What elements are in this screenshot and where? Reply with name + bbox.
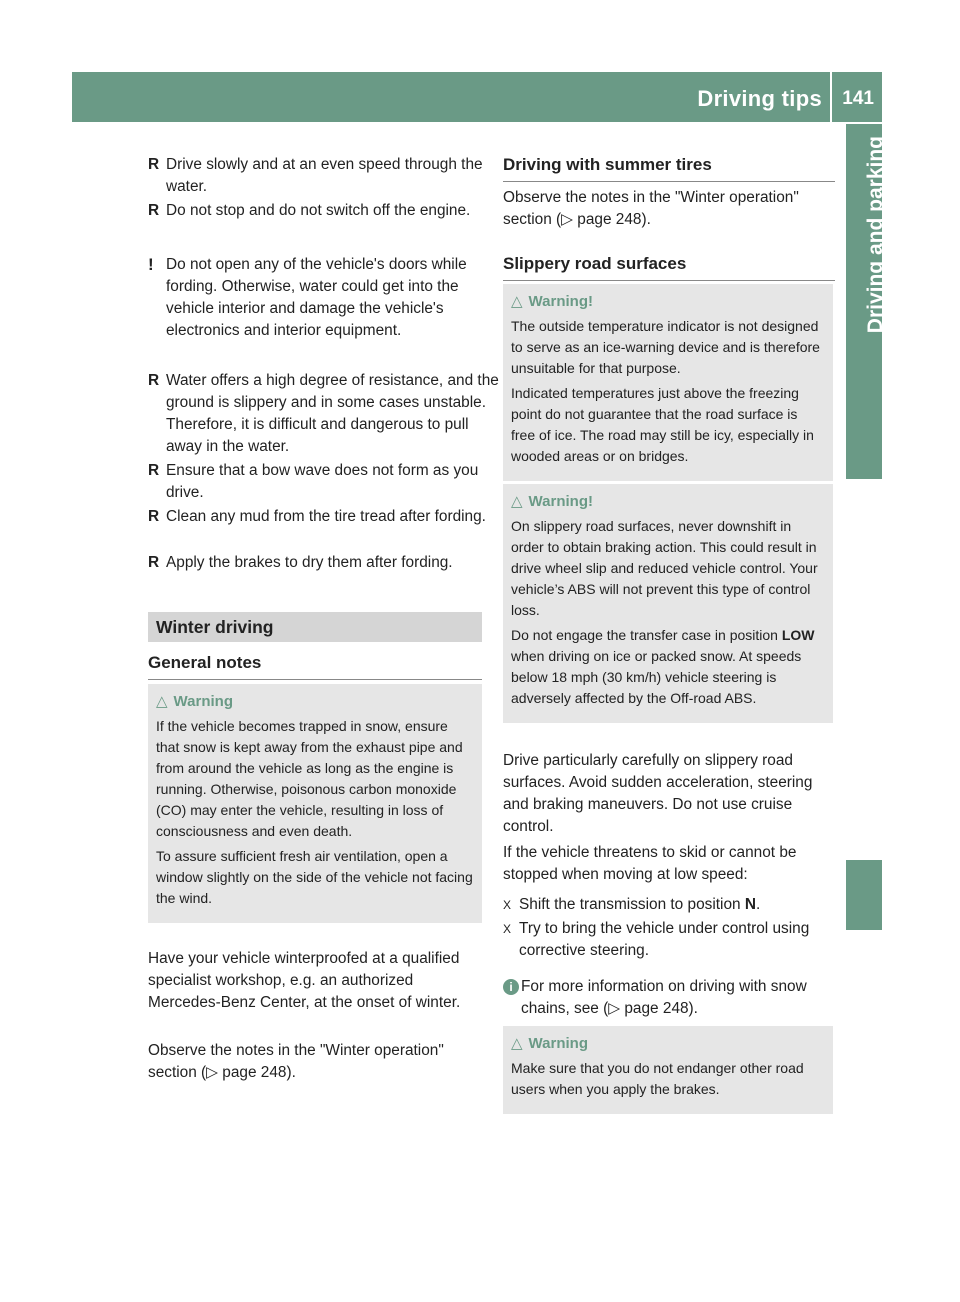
side-tab-label: Driving and parking — [864, 136, 887, 334]
paragraph-summer-tires: Observe the notes in the "Winter operation" section (▷ page 248). — [503, 189, 799, 228]
warning-title: △ Warning! — [511, 293, 593, 310]
bullet-drive-slowly — [148, 154, 500, 198]
bullet-mark: R — [148, 508, 160, 525]
side-marker — [846, 860, 882, 930]
warning-triangle-icon: △ — [511, 293, 523, 310]
arrow-icon: X — [503, 922, 512, 936]
bullet-water-resistance — [148, 370, 500, 458]
bullet-bow-wave — [148, 460, 500, 504]
warning-title: △ Warning — [511, 1035, 588, 1052]
bullet-mark: R — [148, 202, 160, 219]
warning-text-transfer-case: Do not engage the transfer case in position LOW when driving on ice or packed snow. At speeds below 18 mph (30 km/h) vehicle steering is adversely affected by the Off-road ABS. — [511, 627, 815, 706]
bullet-mark: R — [148, 156, 160, 173]
paragraph-winterproofed: Have your vehicle winterproofed at a qualified specialist workshop, e.g. an authorized Mercedes-Benz Center, at the onset of winter. — [148, 950, 461, 1011]
info-note — [503, 976, 835, 1020]
warning-box-downshift — [503, 484, 833, 723]
bullet-text: Ensure that a bow wave does not form as you drive. — [166, 462, 479, 501]
caution-icon: ! — [148, 255, 154, 274]
warning-text: The outside temperature indicator is not designed to serve as an ice-warning device and is therefore unsuitable for that purpose. — [511, 318, 820, 376]
info-icon: i — [503, 979, 519, 995]
bullet-mark: R — [148, 554, 160, 571]
step-corrective-steering: X Try to bring the vehicle under control using corrective steering. — [503, 920, 810, 959]
warning-box-snow — [148, 684, 482, 923]
arrow-icon: X — [503, 898, 512, 912]
bullet-text: Drive slowly and at an even speed through the water. — [166, 156, 483, 195]
warning-text: If the vehicle becomes trapped in snow, ensure that snow is kept away from the exhaust pipe and from around the vehicle as long as the engine is running. Otherwise, poisonous carbon monoxide (CO) may enter the vehicle, resulting in loss of consciousness and even death. — [156, 718, 463, 839]
subheading-summer-tires: Driving with summer tires — [503, 154, 835, 182]
side-tab — [846, 124, 887, 479]
chapter-title: Driving tips — [697, 86, 822, 111]
warning-triangle-icon: △ — [156, 693, 168, 710]
bullet-clean-mud — [148, 506, 500, 528]
warning-text: Make sure that you do not endanger other road users when you apply the brakes. — [511, 1060, 804, 1097]
bullet-text: Clean any mud from the tire tread after fording. — [166, 508, 486, 525]
bullet-text: Water offers a high degree of resistance, and the ground is slippery and in some cases unstable. Therefore, it is difficult and dangerous to pull away in the water. — [166, 372, 499, 455]
bullet-text: Do not stop and do not switch off the engine. — [166, 202, 471, 219]
warning-text: Indicated temperatures just above the freezing point do not guarantee that the road surface is free of ice. The road may still be icy, especially in wooded areas or on bridges. — [511, 385, 814, 464]
warning-title: △ Warning — [156, 693, 233, 710]
warning-box-endanger — [503, 1026, 833, 1114]
info-text: For more information on driving with snow chains, see (▷ page 248). — [521, 978, 807, 1017]
subheading-slippery-roads: Slippery road surfaces — [503, 253, 835, 281]
header-divider — [830, 72, 832, 122]
paragraph-skid: If the vehicle threatens to skid or cannot be stopped when moving at low speed: — [503, 844, 797, 883]
bullet-mark: R — [148, 372, 160, 389]
caution-note — [148, 254, 500, 342]
paragraph-drive-carefully: Drive particularly carefully on slippery road surfaces. Avoid sudden acceleration, steering and braking maneuvers. Do not use cruise control. — [503, 752, 813, 835]
bullet-text: Apply the brakes to dry them after fording. — [166, 554, 453, 571]
warning-box-temperature — [503, 284, 833, 481]
bullet-apply-brakes — [148, 552, 500, 574]
warning-text: On slippery road surfaces, never downshift in order to obtain braking action. This could result in drive wheel slip and reduced vehicle control. Your vehicle’s ABS will not prevent this type of control loss. — [511, 518, 818, 618]
warning-triangle-icon: △ — [511, 493, 523, 510]
warning-text: To assure sufficient fresh air ventilation, open a window slightly on the side of the vehicle not facing the wind. — [156, 848, 473, 906]
page-header — [72, 72, 882, 122]
section-heading: Winter driving — [148, 612, 482, 642]
bullet-do-not-stop — [148, 200, 500, 222]
paragraph-winter-operation: Observe the notes in the "Winter operation" section (▷ page 248). — [148, 1042, 444, 1081]
bullet-mark: R — [148, 462, 160, 479]
caution-text: Do not open any of the vehicle's doors while fording. Otherwise, water could get into the vehicle interior and damage the vehicle's electronics and interior equipment. — [166, 256, 467, 339]
warning-title: △ Warning! — [511, 493, 593, 510]
warning-triangle-icon: △ — [511, 1035, 523, 1052]
subheading-general-notes: General notes — [148, 652, 482, 680]
page-number: 141 — [842, 88, 874, 109]
step-shift-transmission: X Shift the transmission to position N. — [503, 894, 851, 916]
